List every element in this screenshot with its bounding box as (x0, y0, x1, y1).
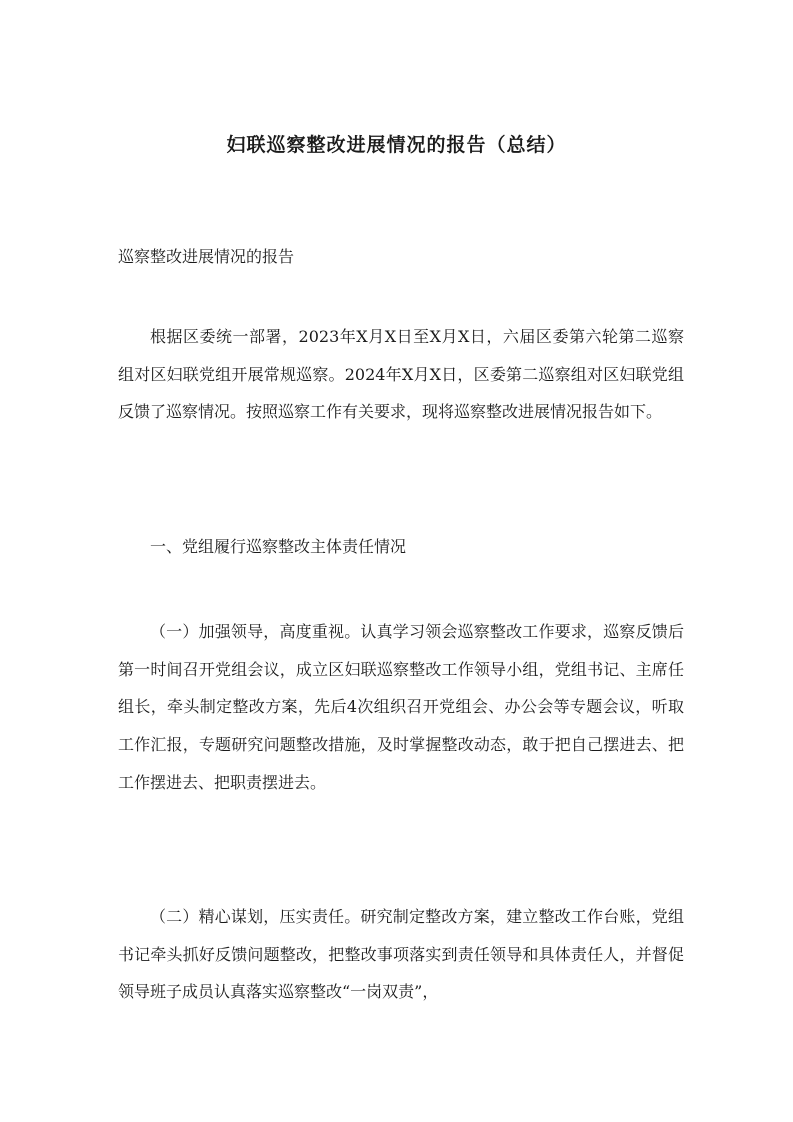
section-heading-1: 一、党组履行巡察整改主体责任情况 (150, 537, 407, 556)
paragraph-leadership: （一）加强领导，高度重视。认真学习领会巡察整改工作要求，巡察反馈后第一时间召开党组会议，成立区妇联巡察整改工作领导小组，党组书记、主席任组长，牵头制定整改方案，先后4次组织召开党组会、办公会等专题会议，听取工作汇报，专题研究问题整改措施，及时掌握整改动态，敢于把自己摆进去、把工作摆进去、把职责摆进去。 (118, 622, 684, 792)
paragraph-responsibility: （二）精心谋划，压实责任。研究制定整改方案，建立整改工作台账，党组书记牵头抓好反馈问题整改，把整改事项落实到责任领导和具体责任人，并督促领导班子成员认真落实巡察整改“一岗双责”， (118, 907, 684, 1002)
paragraph-intro: 根据区委统一部署，2023年X月X日至X月X日，六届区委第六轮第二巡察组对区妇联党组开展常规巡察。2024年X月X日，区委第二巡察组对区妇联党组反馈了巡察情况。按照巡察工作有关要求，现将巡察整改进展情况报告如下。 (118, 327, 684, 422)
document-title: 妇联巡察整改进展情况的报告（总结） (226, 134, 567, 156)
document-subtitle: 巡察整改进展情况的报告 (118, 247, 295, 266)
